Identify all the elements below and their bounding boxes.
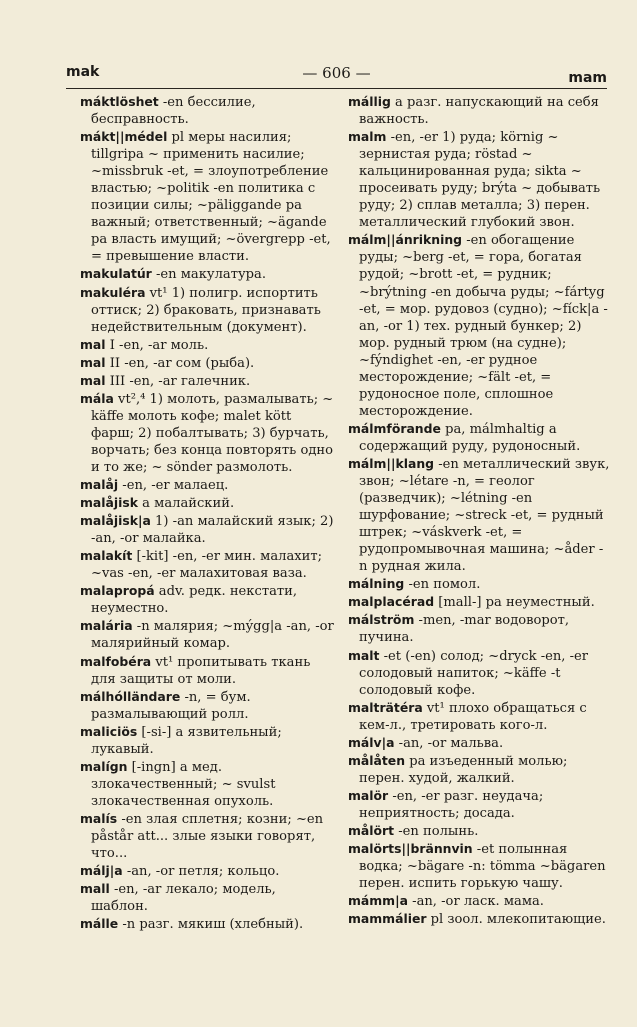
right-column bbox=[348, 93, 610, 928]
entry-headword: malígn bbox=[80, 758, 128, 774]
entry-definition: -an, -or мальва. bbox=[394, 735, 504, 751]
entry-headword: mal bbox=[80, 354, 106, 370]
dictionary-entry bbox=[80, 512, 335, 547]
dictionary-entry bbox=[348, 93, 610, 128]
running-head-left: mak bbox=[66, 64, 100, 80]
entry-headword: malörts||brännvin bbox=[348, 841, 473, 857]
entry-headword: mal bbox=[80, 372, 106, 388]
entry-headword: mal bbox=[80, 336, 106, 352]
dictionary-entry bbox=[80, 494, 335, 512]
entry-headword: målört bbox=[348, 822, 395, 838]
dictionary-entry bbox=[348, 231, 610, 420]
entry-definition: vt¹ 1) полигр. испортить оттиск; 2) браковать, признавать недействительным (документ). bbox=[91, 285, 321, 335]
entry-headword: mámm|a bbox=[348, 893, 408, 909]
dictionary-entry bbox=[348, 822, 610, 840]
entry-headword: malária bbox=[80, 618, 133, 634]
dictionary-entry bbox=[80, 390, 335, 476]
dictionary-entry bbox=[348, 892, 610, 910]
entry-definition: [-kit] -en, -er мин. малахит; ~vas -en, -er малахитовая ваза. bbox=[91, 549, 323, 582]
entry-definition: pa изъеденный молью; перен. худой, жалкий. bbox=[359, 753, 568, 786]
dictionary-entry bbox=[80, 915, 335, 933]
dictionary-entry bbox=[348, 840, 610, 892]
entry-headword: málv|a bbox=[348, 734, 395, 750]
entry-headword: malakít bbox=[80, 548, 133, 564]
entry-headword: malapropá bbox=[80, 583, 155, 599]
entry-definition: adv. редк. некстати, неуместно. bbox=[91, 584, 298, 617]
dictionary-entry bbox=[80, 93, 335, 128]
entry-headword: mállig bbox=[348, 94, 391, 109]
dictionary-entry bbox=[80, 265, 335, 283]
entry-headword: málm||ánrikning bbox=[348, 232, 463, 248]
entry-headword: målåten bbox=[348, 752, 406, 768]
entry-headword: málning bbox=[348, 576, 405, 592]
entry-definition: -en, -er 1) руда; körnig ~ зернистая руда; röstad ~ кальцинированная руда; sikta ~ просеивать руду; brýta ~ добывать руду; 2) сплав металла; 3) перен. металлический глубокий звон. bbox=[359, 130, 601, 231]
entry-headword: mall bbox=[80, 881, 110, 897]
dictionary-entry bbox=[80, 758, 335, 810]
dictionary-entry bbox=[80, 688, 335, 723]
entry-headword: malís bbox=[80, 810, 118, 826]
dictionary-entry bbox=[80, 476, 335, 494]
entry-definition: -n разг. мякиш (хлебный). bbox=[118, 917, 304, 933]
dictionary-entry bbox=[80, 372, 335, 390]
left-column bbox=[80, 93, 335, 933]
entry-headword: malträtéra bbox=[348, 699, 423, 715]
entry-definition: -en, -er разг. неудача; неприятность; досада. bbox=[359, 788, 544, 821]
entry-definition: -en злая сплетня; козни; ~en påstår att... злые языки говорят, что... bbox=[91, 811, 324, 862]
entry-headword: malåjisk bbox=[80, 495, 138, 511]
entry-definition: pl зоол. млекопитающие. bbox=[426, 912, 606, 928]
entry-definition: 1) -an малайский язык; 2) -an, -or малайка. bbox=[91, 514, 334, 547]
entry-definition: [-si-] a язвительный; лукавый. bbox=[91, 724, 282, 757]
dictionary-entry bbox=[348, 128, 610, 231]
dictionary-entry bbox=[348, 593, 610, 611]
entry-definition: pa, málmhaltig a содержащий руду, рудоносный. bbox=[359, 421, 581, 454]
entry-headword: malfobéra bbox=[80, 653, 152, 669]
entry-headword: makulatúr bbox=[80, 266, 152, 282]
dictionary-entry bbox=[80, 582, 335, 617]
entry-definition: -et (-en) солод; ~dryck -en, -er солодовый напиток; ~käffe -t солодовый кофе. bbox=[359, 648, 589, 698]
dictionary-entry bbox=[348, 910, 610, 928]
header-rule bbox=[66, 88, 607, 89]
entry-definition: -et полынная водка; ~bägare -n: tömma ~bägaren перен. испить горькую чашу. bbox=[359, 842, 606, 892]
dictionary-entry bbox=[348, 647, 610, 699]
entry-definition: pl меры насилия; tillgripa ~ применить насилие; ~missbruk -et, = злоупотребление властью; ~politik -en политика с позиции силы; ~päliggande pa важный; ответственный; ~ägande pa власть имущий; ~övergrepp -et, = превышение власти. bbox=[91, 130, 331, 265]
dictionary-entry bbox=[348, 699, 610, 734]
entry-headword: mála bbox=[80, 390, 114, 406]
entry-definition: vt¹ плохо обращаться с кем-л., третировать кого-л. bbox=[359, 700, 587, 733]
entry-definition: II -en, -ar сом (рыба). bbox=[105, 355, 255, 371]
dictionary-entry bbox=[80, 810, 335, 862]
entry-headword: mammálier bbox=[348, 911, 427, 927]
entry-definition: vt¹ пропитывать ткань для защиты от моли. bbox=[91, 654, 311, 687]
entry-definition: I -en, -ar моль. bbox=[105, 337, 209, 353]
dictionary-entry bbox=[348, 575, 610, 593]
entry-headword: mákt||médel bbox=[80, 129, 168, 145]
entry-headword: málj|a bbox=[80, 863, 123, 879]
dictionary-entry bbox=[348, 752, 610, 787]
dictionary-entry bbox=[348, 420, 610, 455]
entry-headword: málhólländare bbox=[80, 688, 181, 704]
entry-definition: -an, -or ласк. мама. bbox=[407, 894, 544, 910]
page-header bbox=[66, 60, 607, 84]
entry-headword: malm bbox=[348, 129, 387, 145]
entry-definition: -en металлический звук, звон; ~létare -n, = геолог (разведчик); ~létning -en шурфование; ~streck -et, = рудный штрек; ~váskverk -et, = рудопромывочная машина; ~åder -n рудная жила. bbox=[359, 456, 610, 575]
entry-headword: maliciös bbox=[80, 723, 138, 739]
entry-definition: -an, -or петля; кольцо. bbox=[122, 864, 280, 880]
entry-definition: -en, -ar лекало; модель, шаблон. bbox=[91, 882, 276, 915]
dictionary-entry bbox=[80, 284, 335, 336]
dictionary-entry bbox=[80, 547, 335, 582]
page-number: — 606 — bbox=[302, 64, 371, 82]
entry-definition: -n, = бум. размалывающий ролл. bbox=[91, 689, 251, 722]
dictionary-entry bbox=[80, 723, 335, 758]
dictionary-entry bbox=[348, 455, 610, 575]
dictionary-entry bbox=[80, 862, 335, 880]
entry-definition: -en бессилие, бесправность. bbox=[91, 95, 256, 128]
entry-definition: [mall-] pa неуместный. bbox=[434, 595, 595, 611]
entry-headword: málle bbox=[80, 916, 119, 932]
entry-definition: [-ingn] a мед. злокачественный; ~ svulst злокачественная опухоль. bbox=[91, 759, 276, 809]
dictionary-entry bbox=[348, 787, 610, 822]
dictionary-entry bbox=[80, 128, 335, 265]
entry-headword: málmförande bbox=[348, 420, 441, 436]
entry-definition: III -en, -ar галечник. bbox=[105, 373, 251, 389]
entry-headword: malåjisk|a bbox=[80, 513, 151, 529]
entry-definition: a разг. напускающий на себя важность. bbox=[359, 95, 599, 128]
running-head-right: mam bbox=[568, 70, 607, 86]
entry-definition: -en макулатура. bbox=[151, 267, 267, 283]
entry-headword: málm||klang bbox=[348, 455, 435, 471]
entry-definition: -men, -mar водоворот, пучина. bbox=[359, 613, 570, 646]
dictionary-entry bbox=[80, 354, 335, 372]
entry-headword: makuléra bbox=[80, 284, 146, 300]
entry-definition: -en помол. bbox=[404, 577, 481, 593]
entry-definition: -en, -er малаец. bbox=[118, 478, 229, 494]
entry-headword: málström bbox=[348, 612, 415, 628]
dictionary-entry bbox=[348, 734, 610, 752]
dictionary-entry bbox=[80, 617, 335, 652]
entry-definition: -n малярия; ~mýgg|a -an, -or малярийный комар. bbox=[91, 619, 334, 652]
entry-headword: máktlöshet bbox=[80, 94, 159, 109]
entry-headword: malåj bbox=[80, 477, 119, 493]
dictionary-entry bbox=[348, 611, 610, 646]
entry-headword: malt bbox=[348, 647, 380, 663]
entry-definition: vt²,⁴ 1) молоть, размалывать; ~ käffe молоть кофе; malet kött фарш; 2) побалтывать; 3) бурчать, ворчать; без конца повторять одно и то же; ~ sönder размолоть. bbox=[91, 391, 334, 475]
entry-definition: -en полынь. bbox=[394, 823, 479, 839]
dictionary-entry bbox=[80, 653, 335, 688]
entry-headword: malplacérad bbox=[348, 594, 435, 610]
dictionary-entry bbox=[80, 880, 335, 915]
dictionary-entry bbox=[80, 336, 335, 354]
entry-headword: malör bbox=[348, 787, 389, 803]
entry-definition: a малайский. bbox=[138, 496, 235, 512]
entry-definition: -en обогащение руды; ~berg -et, = гора, богатая рудой; ~brott -et, = рудник; ~brýtning -en добыча руды; ~fártyg -et, = мор. рудовоз (судно); ~fíck|a -an, -or 1) тех. рудный бункер; 2) мор. рудный трюм (на судне); ~fýndighet -en, -er рудное месторождение; ~fält -et, = рудоносное поле, сплошное месторождение. bbox=[359, 233, 608, 419]
